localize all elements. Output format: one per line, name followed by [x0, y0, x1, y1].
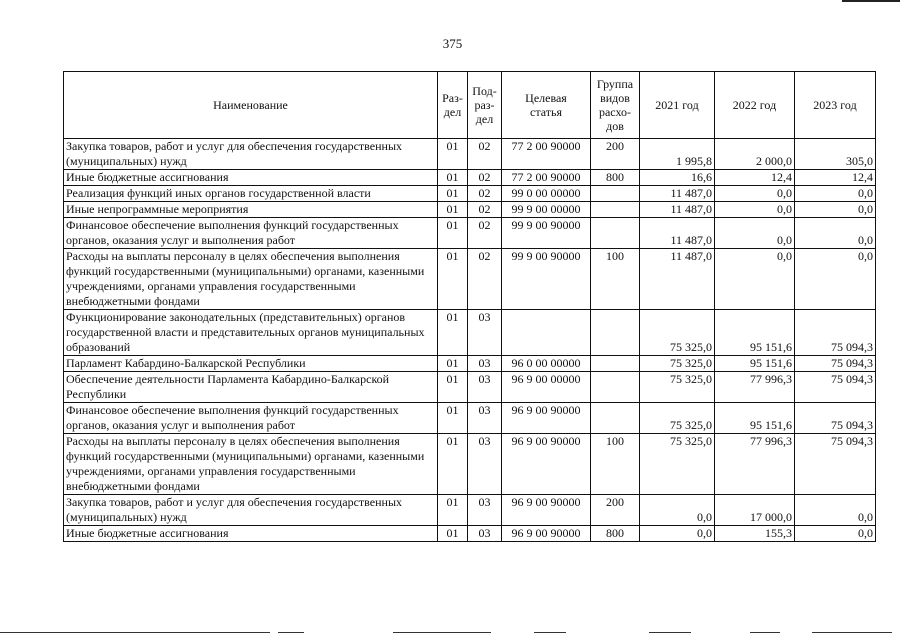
header-target: Целевая статья: [502, 72, 591, 139]
row-subsection: 02: [468, 139, 502, 170]
row-2023: 0,0: [795, 218, 876, 249]
row-2023: 75 094,3: [795, 310, 876, 356]
row-target: 96 9 00 90000: [502, 403, 591, 434]
row-subsection: 03: [468, 495, 502, 526]
row-section: 01: [438, 372, 468, 403]
row-group: [591, 403, 640, 434]
row-2023: 0,0: [795, 526, 876, 542]
table-row: [64, 249, 876, 310]
header-2023: 2023 год: [795, 72, 876, 139]
row-2022: 17 000,0: [715, 495, 795, 526]
row-2023: 0,0: [795, 495, 876, 526]
row-2021: 11 487,0: [640, 202, 715, 218]
budget-table: [63, 71, 876, 542]
row-2022: 95 151,6: [715, 356, 795, 372]
row-target: [502, 310, 591, 356]
row-group: [591, 202, 640, 218]
row-2023: 305,0: [795, 139, 876, 170]
row-2021: 75 325,0: [640, 403, 715, 434]
row-section: 01: [438, 186, 468, 202]
row-group: 100: [591, 434, 640, 495]
row-section: 01: [438, 434, 468, 495]
row-2023: 75 094,3: [795, 356, 876, 372]
table-body: [64, 139, 876, 542]
row-group: 800: [591, 526, 640, 542]
row-subsection: 02: [468, 202, 502, 218]
row-subsection: 03: [468, 434, 502, 495]
row-2023: 12,4: [795, 170, 876, 186]
row-name: Расходы на выплаты персоналу в целях обеспечения выполнения функций государственными (муниципальными) органами, казенными учреждениями, органами управления государственными внебюджетными фондами: [64, 249, 438, 310]
table-row: [64, 310, 876, 356]
row-2022: 0,0: [715, 202, 795, 218]
row-group: 200: [591, 139, 640, 170]
row-name: Закупка товаров, работ и услуг для обеспечения государственных (муниципальных) нужд: [64, 495, 438, 526]
row-2022: 12,4: [715, 170, 795, 186]
row-target: 99 9 00 90000: [502, 218, 591, 249]
row-group: 100: [591, 249, 640, 310]
row-group: [591, 356, 640, 372]
table-row: [64, 186, 876, 202]
row-name: Иные бюджетные ассигнования: [64, 170, 438, 186]
row-2023: 0,0: [795, 249, 876, 310]
row-subsection: 03: [468, 356, 502, 372]
row-section: 01: [438, 202, 468, 218]
row-subsection: 03: [468, 372, 502, 403]
row-subsection: 02: [468, 170, 502, 186]
row-target: 99 9 00 00000: [502, 202, 591, 218]
row-name: Иные непрограммные мероприятия: [64, 202, 438, 218]
row-name: Финансовое обеспечение выполнения функций государственных органов, оказания услуг и выполнения работ: [64, 218, 438, 249]
row-section: 01: [438, 356, 468, 372]
row-2022: 95 151,6: [715, 403, 795, 434]
row-2022: 0,0: [715, 186, 795, 202]
row-subsection: 03: [468, 403, 502, 434]
top-rule: [842, 0, 900, 2]
table-row: [64, 202, 876, 218]
footer-lines: [0, 632, 905, 634]
row-subsection: 03: [468, 310, 502, 356]
header-2021: 2021 год: [640, 72, 715, 139]
row-name: Парламент Кабардино-Балкарской Республики: [64, 356, 438, 372]
row-target: 96 0 00 00000: [502, 356, 591, 372]
row-group: [591, 218, 640, 249]
row-2023: 75 094,3: [795, 434, 876, 495]
row-name: Расходы на выплаты персоналу в целях обеспечения выполнения функций государственными (муниципальными) органами, казенными учреждениями, органами управления государственными внебюджетными фондами: [64, 434, 438, 495]
row-2021: 0,0: [640, 526, 715, 542]
header-subsection: Под- раз- дел: [468, 72, 502, 139]
row-name: Обеспечение деятельности Парламента Кабардино-Балкарской Республики: [64, 372, 438, 403]
header-group: Группа видов расхо- дов: [591, 72, 640, 139]
row-2022: 0,0: [715, 218, 795, 249]
row-section: 01: [438, 526, 468, 542]
row-2021: 75 325,0: [640, 434, 715, 495]
row-2021: 16,6: [640, 170, 715, 186]
row-name: Иные бюджетные ассигнования: [64, 526, 438, 542]
row-section: 01: [438, 249, 468, 310]
row-2021: 1 995,8: [640, 139, 715, 170]
row-2022: 77 996,3: [715, 434, 795, 495]
row-subsection: 02: [468, 249, 502, 310]
row-2021: 0,0: [640, 495, 715, 526]
row-2021: 11 487,0: [640, 186, 715, 202]
row-target: 99 9 00 90000: [502, 249, 591, 310]
row-name: Функционирование законодательных (представительных) органов государственной власти и представительных органов муниципальных образований: [64, 310, 438, 356]
row-section: 01: [438, 170, 468, 186]
header-name: Наименование: [64, 72, 438, 139]
row-2022: 77 996,3: [715, 372, 795, 403]
row-group: 800: [591, 170, 640, 186]
row-2021: 11 487,0: [640, 249, 715, 310]
row-group: 200: [591, 495, 640, 526]
row-name: Реализация функций иных органов государственной власти: [64, 186, 438, 202]
row-2023: 0,0: [795, 186, 876, 202]
row-2023: 0,0: [795, 202, 876, 218]
row-2021: 75 325,0: [640, 372, 715, 403]
table-row: [64, 218, 876, 249]
row-2022: 0,0: [715, 249, 795, 310]
row-target: 77 2 00 90000: [502, 170, 591, 186]
table-header-row: [64, 72, 876, 139]
row-target: 96 9 00 00000: [502, 372, 591, 403]
header-section: Раз- дел: [438, 72, 468, 139]
table-row: [64, 434, 876, 495]
row-subsection: 03: [468, 526, 502, 542]
table-row: [64, 372, 876, 403]
row-2022: 155,3: [715, 526, 795, 542]
row-group: [591, 310, 640, 356]
row-2023: 75 094,3: [795, 372, 876, 403]
row-2021: 11 487,0: [640, 218, 715, 249]
row-target: 96 9 00 90000: [502, 495, 591, 526]
row-2022: 95 151,6: [715, 310, 795, 356]
row-target: 77 2 00 90000: [502, 139, 591, 170]
row-subsection: 02: [468, 186, 502, 202]
row-target: 96 9 00 90000: [502, 526, 591, 542]
row-2021: 75 325,0: [640, 356, 715, 372]
row-group: [591, 186, 640, 202]
row-name: Финансовое обеспечение выполнения функций государственных органов, оказания услуг и выполнения работ: [64, 403, 438, 434]
row-subsection: 02: [468, 218, 502, 249]
row-section: 01: [438, 218, 468, 249]
table-row: [64, 495, 876, 526]
row-2022: 2 000,0: [715, 139, 795, 170]
row-target: 99 0 00 00000: [502, 186, 591, 202]
table-row: [64, 526, 876, 542]
row-section: 01: [438, 310, 468, 356]
table-row: [64, 403, 876, 434]
row-name: Закупка товаров, работ и услуг для обеспечения государственных (муниципальных) нужд: [64, 139, 438, 170]
page-number: 375: [442, 36, 463, 51]
row-group: [591, 372, 640, 403]
table-row: [64, 139, 876, 170]
row-2023: 75 094,3: [795, 403, 876, 434]
header-2022: 2022 год: [715, 72, 795, 139]
row-section: 01: [438, 403, 468, 434]
row-target: 96 9 00 90000: [502, 434, 591, 495]
row-2021: 75 325,0: [640, 310, 715, 356]
row-section: 01: [438, 139, 468, 170]
table-row: [64, 356, 876, 372]
table-row: [64, 170, 876, 186]
row-section: 01: [438, 495, 468, 526]
